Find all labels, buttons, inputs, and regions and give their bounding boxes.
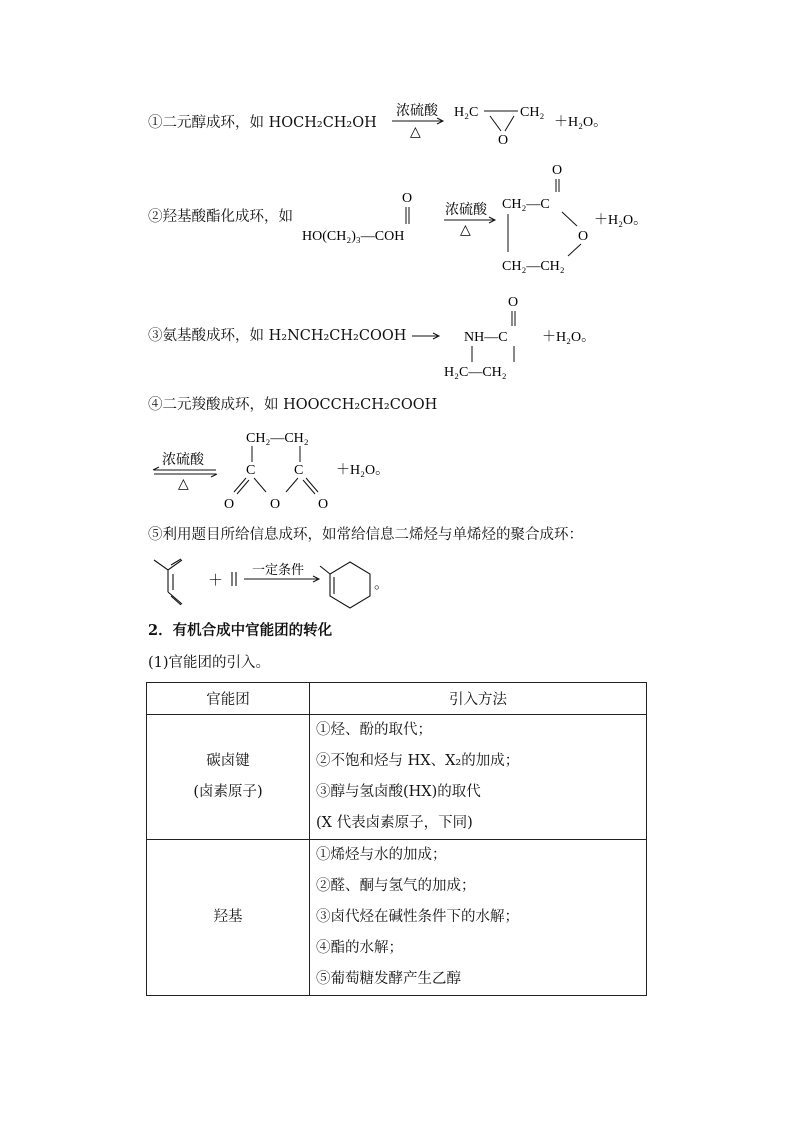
reaction-4-byproduct: ＋H₂O。 <box>336 463 390 478</box>
method-line: ①烯烃与水的加成； <box>316 847 447 863</box>
reaction-3-intro: ③氨基酸成环，如 H₂NCH₂CH₂COOH <box>148 328 407 344</box>
reaction-1-ch2: CH₂ <box>520 105 545 120</box>
reaction-2-ring-ch2-c: CH₂—C <box>502 197 550 212</box>
reaction-1-scheme <box>388 98 618 152</box>
reaction-2-byproduct: ＋H₂O。 <box>594 213 648 228</box>
table-cell-group <box>147 840 310 996</box>
method-line: ⑤葡萄糖发酵产生乙醇 <box>316 971 461 987</box>
reaction-2-reactant-o: O <box>402 191 413 206</box>
reaction-4-ring-top: CH₂—CH₂ <box>246 431 309 446</box>
reaction-2-intro: ②羟基酸酯化成环，如 <box>148 209 293 225</box>
group-note: (卤素原子) <box>193 784 263 800</box>
reaction-1-condition-top: 浓硫酸 <box>396 104 438 119</box>
table-row <box>147 715 647 840</box>
reaction-4-ring-c-left: C <box>246 463 256 478</box>
reaction-2-ring-o: O <box>578 229 589 244</box>
reaction-4-condition-bottom: △ <box>178 477 189 492</box>
table-cell-methods <box>310 840 647 996</box>
reaction-2-ring-o-top: O <box>552 163 563 178</box>
reaction-1-intro: ①二元醇成环，如 HOCH₂CH₂OH <box>148 115 377 131</box>
reaction-5-scheme <box>148 552 408 612</box>
reaction-3-ring-bottom: H₂C—CH₂ <box>444 365 507 380</box>
reaction-4-condition-top: 浓硫酸 <box>162 453 204 468</box>
reaction-2-reactant: HO(CH₂)₃—COH <box>302 229 405 244</box>
reaction-2-condition-bottom: △ <box>460 223 471 238</box>
reaction-1-h2c: H₂C <box>454 105 479 120</box>
method-line: ③卤代烃在碱性条件下的水解； <box>316 909 519 925</box>
group-name: 羟基 <box>213 909 243 925</box>
reaction-4-o-left: O <box>224 497 235 512</box>
reaction-5-end: 。 <box>374 576 390 592</box>
reaction-5-intro: ⑤利用题目所给信息成环，如常给信息二烯烃与单烯烃的聚合成环： <box>148 527 583 543</box>
reaction-1-byproduct: ＋H₂O。 <box>554 115 608 130</box>
reaction-3-ring-nh-c: NH—C <box>464 330 508 345</box>
reaction-4-scheme <box>150 424 410 514</box>
method-line: ③醇与氢卤酸(HX)的取代 <box>316 784 481 800</box>
method-line: ②不饱和烃与 HX、X₂的加成； <box>316 753 520 769</box>
reaction-3-byproduct: ＋H₂O。 <box>542 330 596 345</box>
reaction-4-ring-c-right: C <box>294 463 304 478</box>
section-subheading: (1)官能团的引入。 <box>148 655 271 671</box>
section-heading: 2．有机合成中官能团的转化 <box>148 622 333 639</box>
reaction-4-o-mid: O <box>270 497 281 512</box>
reaction-1-condition-bottom: △ <box>410 125 421 140</box>
method-line: ②醛、酮与氢气的加成； <box>316 878 476 894</box>
method-line: ④酯的水解； <box>316 940 403 956</box>
reaction-5-condition: 一定条件 <box>252 562 305 577</box>
table-header-row <box>147 683 647 715</box>
reaction-1-o: O <box>498 133 509 148</box>
table-row <box>147 840 647 996</box>
reaction-3-ring-o: O <box>508 295 519 310</box>
reaction-2-condition-top: 浓硫酸 <box>445 203 487 218</box>
table-cell-methods <box>310 715 647 840</box>
reaction-5-plus: ＋ <box>208 573 224 589</box>
table-header-group: 官能团 <box>147 683 310 715</box>
functional-group-table <box>146 682 647 996</box>
reaction-2-ring-bottom: CH₂—CH₂ <box>502 259 565 274</box>
cyclohexene-ring <box>330 562 370 608</box>
method-line: (X 代表卤素原子，下同) <box>316 815 473 831</box>
table-header-method: 引入方法 <box>310 683 647 715</box>
reaction-2-scheme <box>298 158 658 278</box>
table-cell-group <box>147 715 310 840</box>
reaction-4-intro: ④二元羧酸成环，如 HOOCCH₂CH₂COOH <box>148 397 438 413</box>
group-name: 碳卤键 <box>206 753 250 769</box>
reaction-4-o-right: O <box>318 497 329 512</box>
method-line: ①烃、酚的取代； <box>316 722 432 738</box>
reaction-3-scheme <box>410 290 610 384</box>
